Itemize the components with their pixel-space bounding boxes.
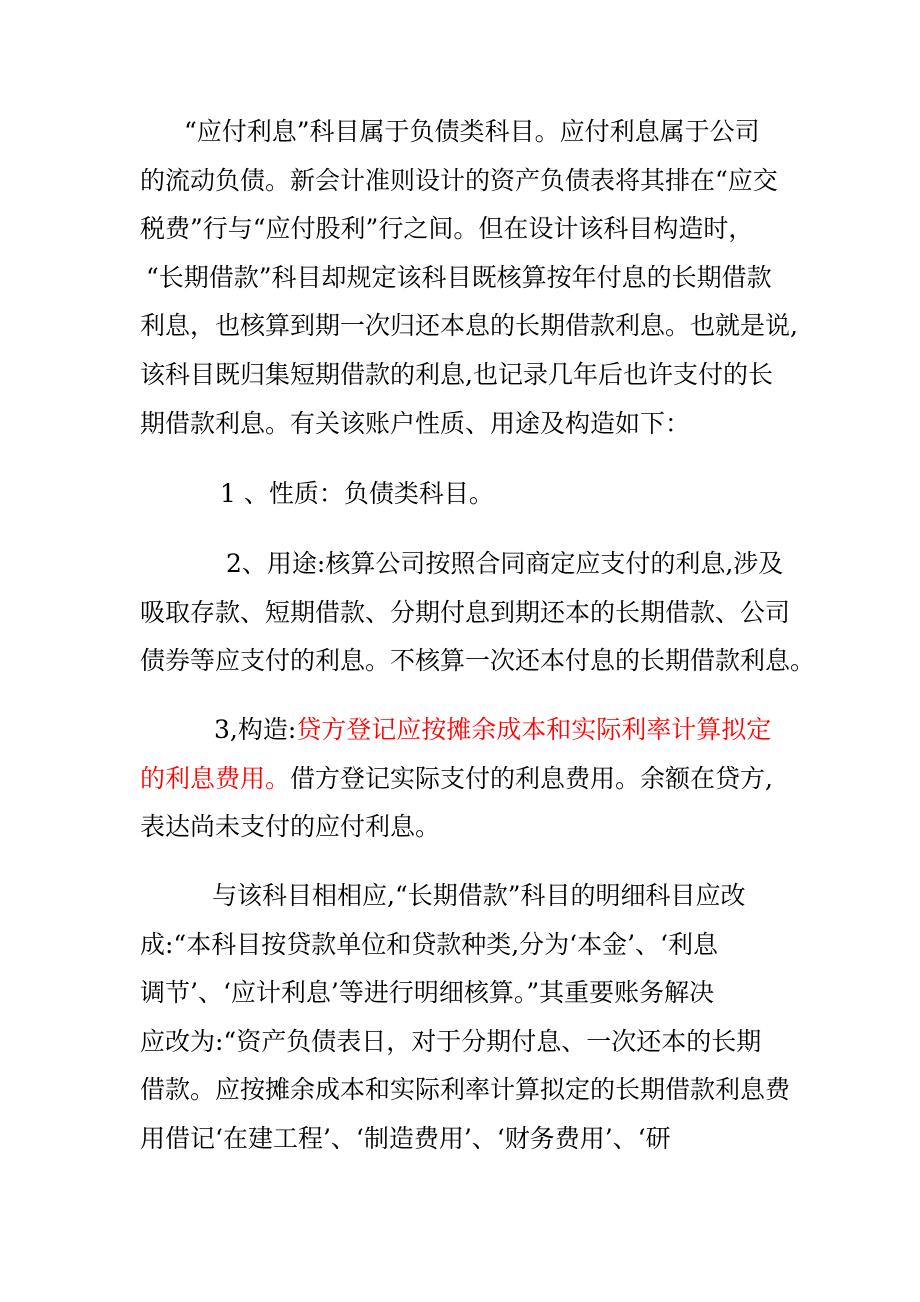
paragraph-structure (140, 706, 790, 852)
text-line: “应付利息”科目属于负债类科目。应付利息属于公司 (184, 117, 760, 146)
text-line: 税费”行与“应付股利”行之间。但在设计该科目构造时， (140, 214, 754, 244)
structure-prefix: 3,构造: (214, 715, 297, 744)
text-line: “长期借款”科目却规定该科目既核算按年付息的长期借款 (146, 262, 772, 292)
text-line (140, 755, 790, 804)
text-line: 与该科目相相应,“长期借款”科目的明细科目应改 (212, 881, 746, 910)
text-line: 应改为:“资产负债表日，对于分期付息、一次还本的长期 (140, 1026, 762, 1056)
text-line: 用借记‘在建工程’、‘制造费用’、‘财务费用’、‘研 (140, 1123, 671, 1153)
text-line: 2、用途:核算公司按照合同商定应支付的利息,涉及 (226, 549, 784, 578)
paragraph-intro (140, 108, 798, 448)
text-line: 该科目既归集短期借款的利息,也记录几年后也许支付的长 (140, 359, 773, 389)
text-line: 表达尚未支付的应付利息。 (140, 812, 441, 842)
text-line: 1 、性质：负债类科目。 (220, 479, 494, 508)
text-line: 借款。应按摊余成本和实际利率计算拟定的长期借款利息费 (140, 1075, 791, 1105)
structure-text: 借方登记实际支付的利息费用。余额在贷方, (290, 763, 773, 793)
paragraph-nature (140, 470, 790, 519)
highlighted-text: 的利息费用。 (140, 763, 291, 793)
paragraph-usage (140, 540, 816, 686)
paragraph-related (140, 872, 790, 1164)
text-line: 调节’、‘应计利息’等进行明细核算。”其重要账务解决 (140, 978, 715, 1008)
text-line: 的流动负债。新会计准则设计的资产负债表将其排在“应交 (140, 165, 778, 195)
highlighted-text: 贷方登记应按摊余成本和实际利率计算拟定 (296, 715, 772, 744)
text-line: 吸取存款、短期借款、分期付息到期还本的长期借款、公司 (140, 597, 791, 627)
text-line (140, 706, 790, 755)
text-line: 成:“本科目按贷款单位和贷款种类,分为‘本金’、‘利息 (140, 929, 718, 959)
text-line: 债券等应支付的利息。不核算一次还本付息的长期借款利息。 (140, 646, 816, 676)
text-line: 期借款利息。有关该账户性质、用途及构造如下： (140, 408, 691, 438)
text-line: 利息，也核算到期一次归还本息的长期借款利息。也就是说, (140, 311, 798, 341)
